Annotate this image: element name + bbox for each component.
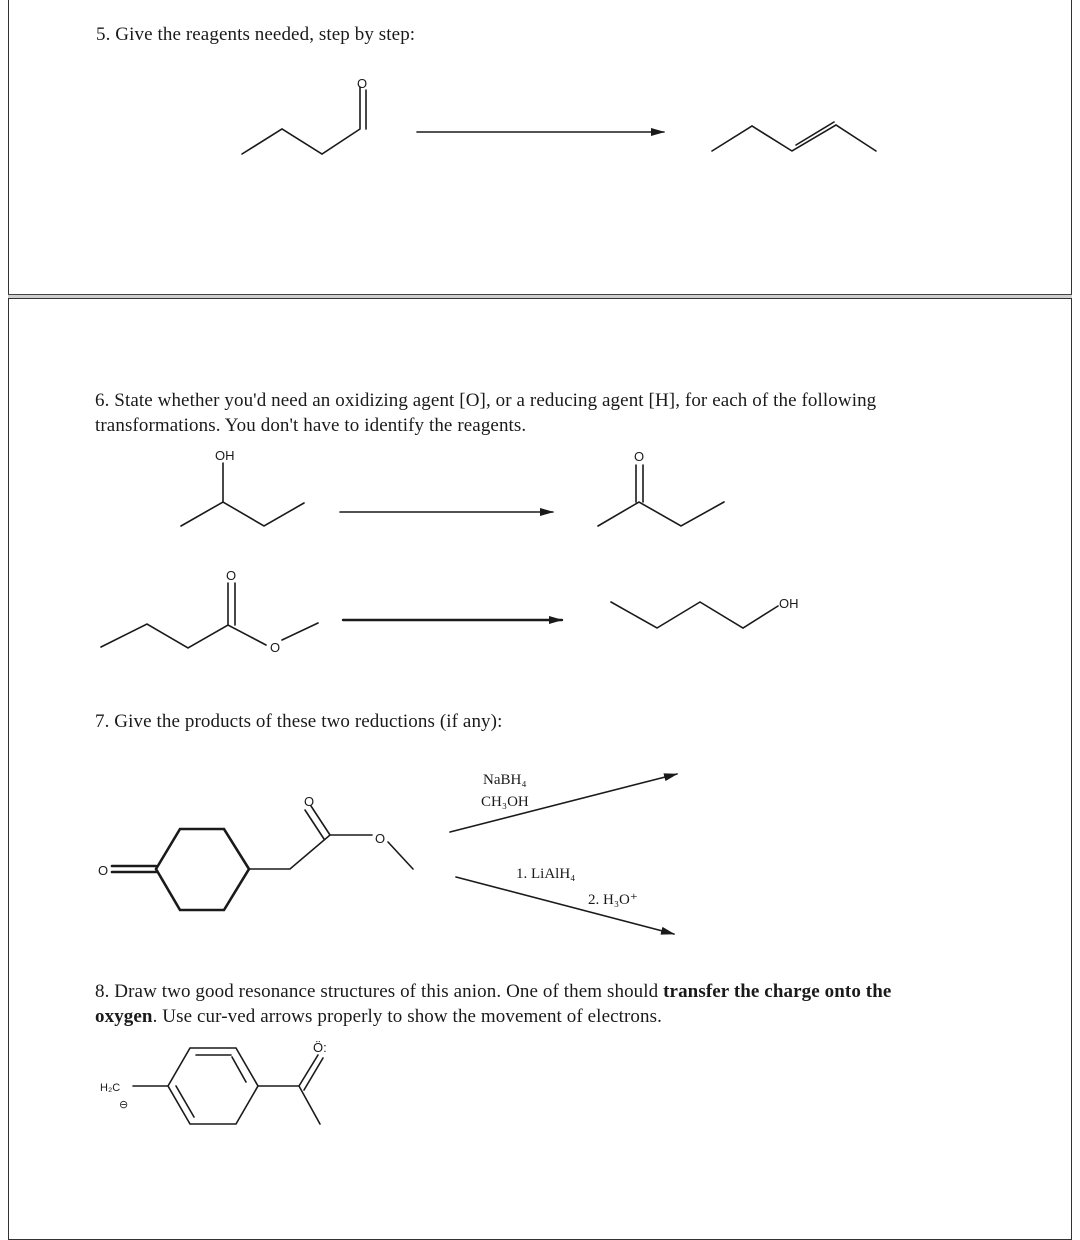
question-7-text: 7. Give the products of these two reductions (if any): [95, 711, 503, 732]
q5-carbonyl-oxygen-label: O [357, 76, 368, 91]
q7-arrow-lialh4 [456, 877, 674, 934]
q6-ester-carbonyl-oxygen-label: O [226, 568, 237, 583]
question-6-line-1: 6. State whether you'd need an oxidizing agent [O], or a reducing agent [H], for each of the following [95, 390, 877, 411]
q8-oxygen-label: Ö: [313, 1040, 327, 1055]
q8-carbanion-label: H₂C [100, 1082, 121, 1094]
q6-butanol-structure [181, 463, 304, 526]
q6-ester-ether-oxygen-label: O [270, 640, 281, 655]
q7-ester-carbonyl-oxygen-label: O [304, 794, 315, 809]
question-8-bold-a: transfer the charge onto the [663, 981, 892, 1002]
q6-product-hydroxyl-label: OH [779, 596, 799, 611]
q7-ester-ether-oxygen-label: O [375, 831, 386, 846]
question-8-text-b: . Use cur-ved arrows properly to show the movement of electrons. [152, 1006, 662, 1027]
q7-substrate-structure [112, 806, 413, 910]
q6-ester-structure [101, 583, 318, 648]
q6-hydroxyl-label: OH [215, 448, 235, 463]
q6-butanol-product-structure [611, 602, 778, 628]
q8-anion-structure [133, 1048, 323, 1124]
question-8-bold-b: oxygen [95, 1006, 153, 1027]
question-5-text: 5. Give the reagents needed, step by step: [96, 24, 416, 45]
q5-butanal-structure [242, 87, 366, 154]
q8-negative-charge-label: ⊖ [119, 1099, 129, 1111]
q7-ketone-oxygen-label: O [98, 863, 109, 878]
q5-butene-structure [712, 122, 876, 151]
q6-ketone-oxygen-label: O [634, 449, 645, 464]
reagent-nabh4: NaBH₄ [483, 772, 527, 788]
question-8-text-a: 8. Draw two good resonance structures of this anion. One of them should [95, 981, 664, 1002]
question-6-line-2: transformations. You don't have to identify the reagents. [95, 415, 527, 436]
reagent-step-2: 2. H₃O⁺ [588, 892, 638, 908]
q6-butanone-structure [598, 465, 724, 526]
reagent-methanol: CH₃OH [481, 794, 529, 810]
reagent-step-1: 1. LiAlH₄ [516, 866, 576, 882]
